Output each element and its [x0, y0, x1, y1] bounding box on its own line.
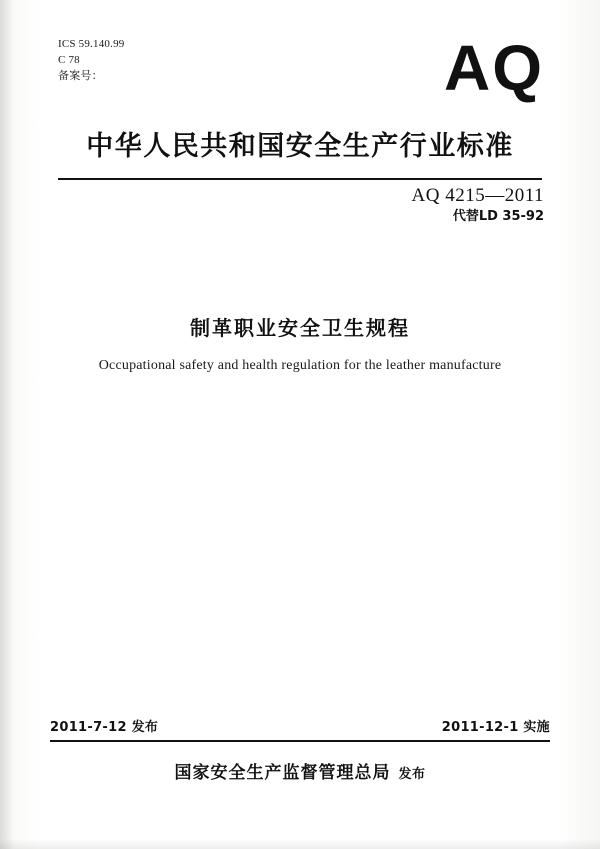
standard-replaces: 代替LD 35-92 [452, 209, 544, 224]
issuer-organization: 国家安全生产监督管理总局 [174, 763, 391, 783]
footer-divider-rule [50, 740, 550, 742]
effective-date: 2011-12-1 实施 [441, 720, 550, 735]
document-title-cn: 制革职业安全卫生规程 [190, 316, 410, 340]
title-divider-rule [58, 178, 542, 180]
ics-code: ICS 59.140.99 [58, 38, 125, 50]
standard-series-title: 中华人民共和国安全生产行业标准 [86, 131, 514, 162]
dates-row [50, 716, 550, 735]
standard-number: AQ 4215—2011 [411, 185, 544, 206]
issue-date: 2011-7-12 发布 [50, 720, 159, 735]
issuer-verb: 发布 [398, 767, 426, 782]
issuing-authority [0, 758, 600, 783]
record-number-label: 备案号： [58, 70, 103, 82]
standard-number-block [412, 184, 545, 226]
aq-logo: AQ [444, 32, 544, 104]
ics-header-block [58, 36, 124, 84]
classification-code: C 78 [58, 54, 80, 66]
document-title-en: Occupational safety and health regulation for the leather manufacture [98, 358, 502, 373]
